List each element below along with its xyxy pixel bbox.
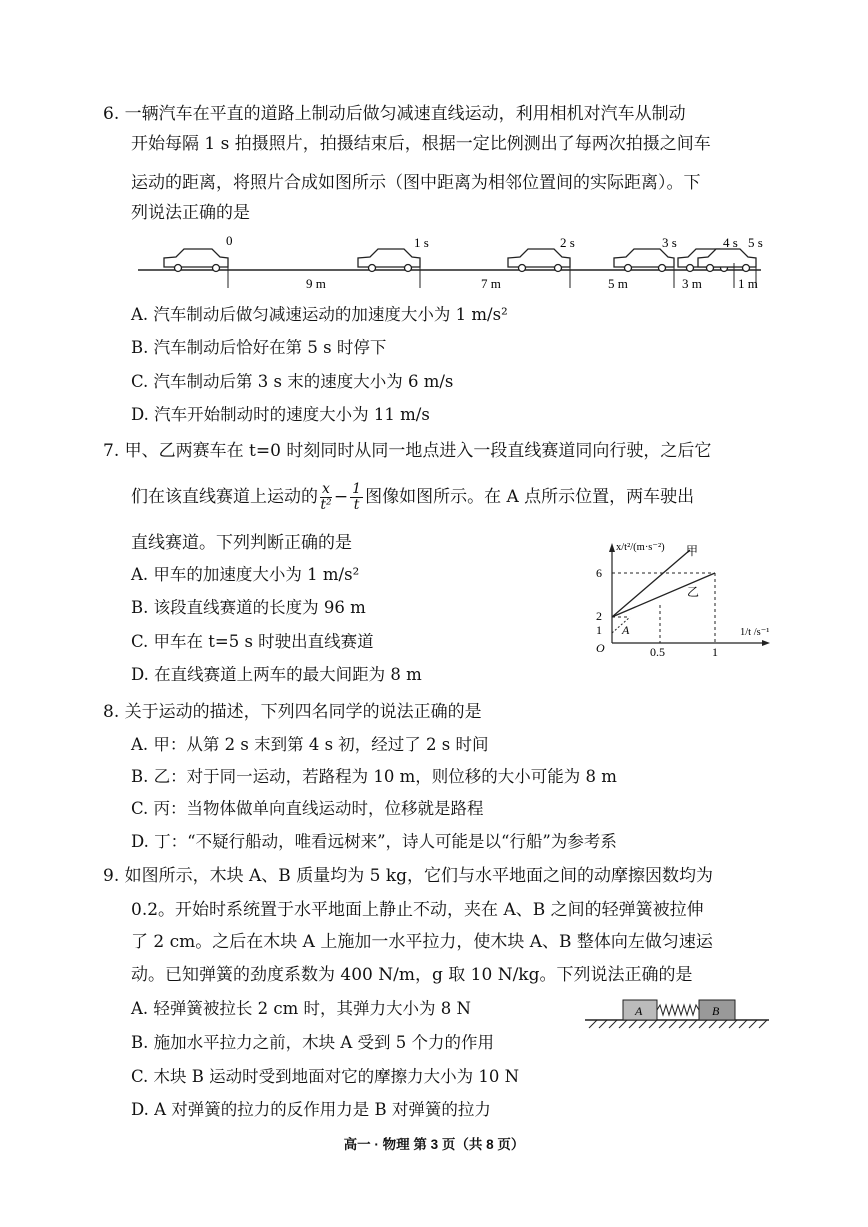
car-icon [358,249,420,272]
time-label: 2 s [560,235,575,250]
y-axis-label: x/t²/(m·s⁻²) [616,542,665,553]
fraction-denominator: t [353,497,360,513]
q7-line-2 [131,482,694,513]
q9-line-3: 了 2 cm。之后在木块 A 上施加一水平拉力，使木块 A、B 整体向左做匀速运 [131,932,713,952]
q6-option-c: C. 汽车制动后第 3 s 末的速度大小为 6 m/s [131,372,454,391]
q7-line-3: 直线赛道。下列判断正确的是 [131,533,352,553]
car-icon [508,249,570,272]
y-tick-6: 6 [596,566,602,580]
q7-line-2-post: 图像如图所示。在 A 点所示位置，两车驶出 [365,487,695,507]
q7-option-b: B. 该段直线赛道的长度为 96 m [131,598,366,617]
distance-label: 1 m [738,276,758,291]
q9-line-1: 9. 如图所示，木块 A、B 质量均为 5 kg，它们与水平地面之间的动摩擦因数均为 [103,866,714,886]
q6-option-a: A. 汽车制动后做匀减速运动的加速度大小为 1 m/s² [131,305,508,324]
fraction-numerator: 1 [352,481,362,497]
series-label-jia: 甲 [686,544,699,558]
origin-label: O [596,641,605,655]
q6-line-2: 开始每隔 1 s 拍摄照片，拍摄结束后，根据一定比例测出了每两次拍摄之间车 [131,134,711,154]
time-label: 4 s [723,235,738,250]
q6-line-1: 6. 一辆汽车在平直的道路上制动后做匀减速直线运动，利用相机对汽车从制动 [103,104,686,124]
q7-graph [590,538,780,658]
q6-car-figure [136,230,776,298]
q6-option-d: D. 汽车开始制动时的速度大小为 11 m/s [131,405,430,424]
svg-text:A: A [635,1004,643,1018]
fraction-numerator: x [322,481,330,497]
distance-label: 7 m [481,276,501,291]
q8-option-c: C. 丙：当物体做单向直线运动时，位移就是路程 [131,799,484,818]
q9-option-a: A. 轻弹簧被拉长 2 cm 时，其弹力大小为 8 N [131,999,471,1018]
time-label: 5 s [748,235,763,250]
q9-block-spring-figure [583,992,773,1032]
point-a-label: A [622,623,630,637]
q6-option-b: B. 汽车制动后恰好在第 5 s 时停下 [131,338,387,357]
time-label: 0 [226,233,233,248]
car-icon [614,249,674,272]
q9-line-2: 0.2。开始时系统置于水平地面上静止不动，夹在 A、B 之间的轻弹簧被拉伸 [131,900,704,920]
q8-option-b: B. 乙：对于同一运动，若路程为 10 m，则位移的大小可能为 8 m [131,767,617,786]
q7-option-c: C. 甲车在 t=5 s 时驶出直线赛道 [131,632,374,651]
q7-option-d: D. 在直线赛道上两车的最大间距为 8 m [131,665,422,684]
q9-option-d: D. A 对弹簧的拉力的反作用力是 B 对弹簧的拉力 [131,1100,491,1119]
distance-label: 5 m [608,276,628,291]
x-tick-0.5: 0.5 [650,645,665,658]
x-tick-1: 1 [712,645,718,658]
q9-option-c: C. 木块 B 运动时受到地面对它的摩擦力大小为 10 N [131,1067,520,1086]
page-footer: 高一 · 物理 第 3 页（共 8 页） [343,1137,525,1152]
q7-fraction-1-over-t [350,482,363,513]
q8-stem: 8. 关于运动的描述，下列四名同学的说法正确的是 [103,702,482,722]
q8-option-a: A. 甲：从第 2 s 末到第 4 s 初，经过了 2 s 时间 [131,735,489,754]
q6-line-3: 运动的距离，将照片合成如图所示（图中距离为相邻位置间的实际距离）。下 [131,173,701,193]
minus-sign: − [333,487,349,507]
y-tick-1: 1 [596,623,602,637]
distance-label: 9 m [306,276,326,291]
series-label-yi: 乙 [687,585,700,599]
q7-line-2-pre: 们在该直线赛道上运动的 [131,487,318,507]
q9-option-b: B. 施加水平拉力之前，木块 A 受到 5 个力的作用 [131,1033,495,1052]
q7-option-a: A. 甲车的加速度大小为 1 m/s² [131,565,360,584]
q9-line-4: 动。已知弹簧的劲度系数为 400 N/m，g 取 10 N/kg。下列说法正确的是 [131,965,693,985]
series-yi-line [612,573,715,617]
fraction-denominator: t² [320,497,332,513]
time-label: 1 s [414,235,429,250]
spring [657,1005,699,1015]
car-icon [164,249,228,272]
x-axis-label: 1/t /s⁻¹ [740,627,770,638]
distance-label: 3 m [682,276,702,291]
q7-fraction-x-over-t2 [320,482,332,513]
q8-option-d: D. 丁：“不疑行船动，唯看远树来”，诗人可能是以“行船”为参考系 [131,832,617,851]
series-jia-line [612,550,690,617]
svg-text:B: B [712,1004,720,1018]
q6-line-4: 列说法正确的是 [131,203,250,223]
y-tick-2: 2 [596,609,602,623]
time-label: 3 s [662,235,677,250]
q7-line-1: 7. 甲、乙两赛车在 t=0 时刻同时从同一地点进入一段直线赛道同向行驶，之后它 [103,441,712,461]
